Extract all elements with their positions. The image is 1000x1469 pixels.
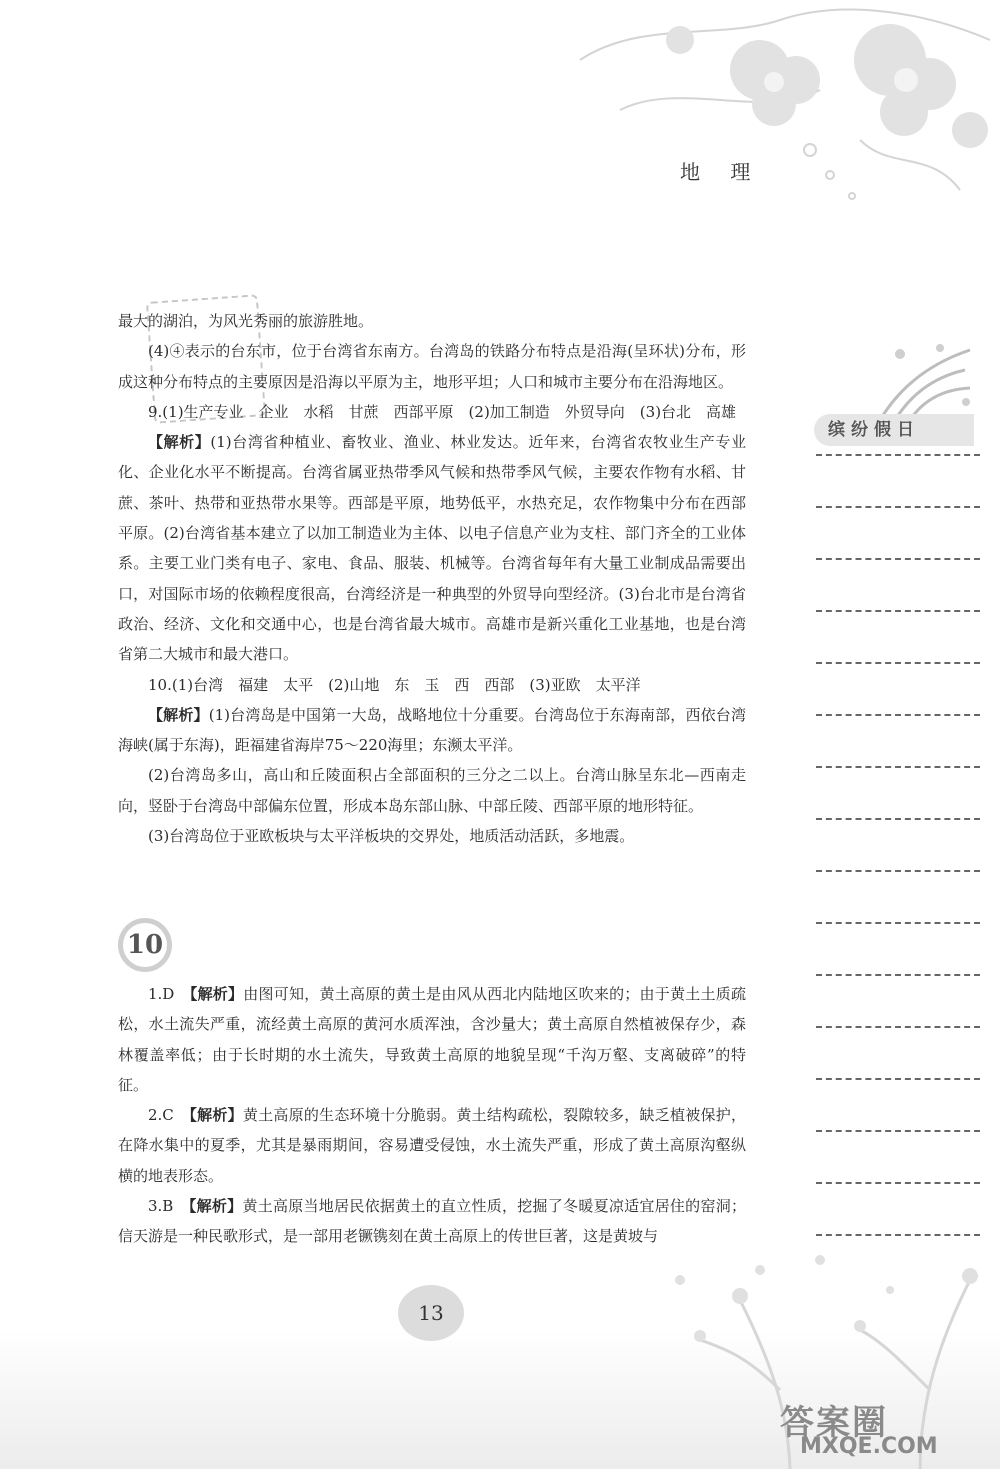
paragraph: 最大的湖泊，为风光秀丽的旅游胜地。	[118, 312, 374, 330]
note-line	[816, 1234, 980, 1236]
paragraph: (3)台湾岛位于亚欧板块与太平洋板块的交界处，地质活动活跃，多地震。	[148, 827, 635, 846]
note-line	[816, 870, 980, 872]
answer-text-section-10	[118, 979, 746, 1252]
subject-title: 地 理	[680, 160, 763, 184]
sidebar-title: 缤纷假日	[814, 414, 974, 446]
analysis-tag: 【解析】	[148, 705, 209, 724]
paragraph: 【解析】(1)台湾省种植业、畜牧业、渔业、林业发达。近年来，台湾省农牧业生产专业化、企业化水平不断提高。台湾省属亚热带季风气候和热带季风气候，主要农作物有水稻、甘蔗、茶叶、热带和亚热带水果等。西部是平原，地势低平，水热充足，农作物集中分布在西部平原。(2)台湾省基本建立了以加工制造业为主体、以电子信息产业为支柱、部门齐全的工业体系。主要工业门类有电子、家电、食品、服装、机械等。台湾省每年有大量工业制成品需要出口，对国际市场的依赖程度很高，台湾经济是一种典型的外贸导向型经济。(3)台北市是台湾省政治、经济、文化和交通中心，也是台湾省最大城市。高雄市是新兴重化工业基地，也是台湾省第二大城市和最大港口。	[118, 433, 746, 664]
note-line	[816, 1182, 980, 1184]
site-watermark-url: MXQE.COM	[800, 1434, 938, 1459]
paragraph: 3.B 【解析】黄土高原当地居民依据黄土的直立性质，挖掘了冬暖夏凉适宜居住的窑洞；信天游是一种民歌形式，是一部用老镢镌刻在黄土高原上的传世巨著，这是黄坡与	[118, 1197, 746, 1246]
note-line	[816, 454, 980, 456]
answer-text-section-9	[118, 306, 746, 851]
analysis-tag: 【解析】	[188, 1197, 243, 1216]
analysis-tag: 【解析】	[148, 433, 211, 452]
note-line	[816, 714, 980, 716]
paragraph: 1.D 【解析】由图可知，黄土高原的黄土是由风从西北内陆地区吹来的；由于黄土土质疏松，水土流失严重，流经黄土高原的黄河水质浑浊，含沙量大；黄土高原自然植被保存少，森林覆盖率低；由于长时期的水土流失，导致黄土高原的地貌呈现“千沟万壑、支离破碎”的特征。	[118, 985, 746, 1094]
paragraph: 9.(1)生产专业 企业 水稻 甘蔗 西部平原 (2)加工制造 外贸导向 (3)台北 高雄	[148, 402, 737, 421]
section-number-badge	[116, 916, 174, 974]
note-line	[816, 558, 980, 560]
note-line	[816, 922, 980, 924]
fireworks-icon	[870, 340, 980, 420]
floral-decoration	[560, 0, 1000, 230]
notes-sidebar	[810, 340, 980, 1140]
note-line	[816, 766, 980, 768]
page-number-badge	[396, 1282, 466, 1344]
site-watermark: 答案圈	[780, 1403, 888, 1443]
note-line	[816, 974, 980, 976]
section-number: 10	[126, 930, 164, 960]
analysis-tag: 【解析】	[189, 985, 244, 1003]
analysis-tag: 【解析】	[189, 1106, 243, 1125]
paragraph: (4)④表示的台东市，位于台湾省东南方。台湾岛的铁路分布特点是沿海(呈环状)分布，形成这种分布特点的主要原因是沿海以平原为主，地形平坦；人口和城市主要分布在沿海地区。	[118, 342, 746, 391]
paragraph: 2.C 【解析】黄土高原的生态环境十分脆弱。黄土结构疏松，裂隙较多，缺乏植被保护，在降水集中的夏季，尤其是暴雨期间，容易遭受侵蚀，水土流失严重，形成了黄土高原沟壑纵横的地表形态。	[118, 1106, 746, 1185]
note-line	[816, 506, 980, 508]
note-line	[816, 1130, 980, 1132]
note-line	[816, 1026, 980, 1028]
page-number: 13	[418, 1301, 444, 1325]
note-line	[816, 818, 980, 820]
paragraph: 【解析】(1)台湾岛是中国第一大岛，战略地位十分重要。台湾岛位于东海南部，西依台湾海峡(属于东海)，距福建省海岸75～220海里；东濒太平洋。	[118, 705, 746, 755]
paragraph: (2)台湾岛多山，高山和丘陵面积占全部面积的三分之二以上。台湾山脉呈东北—西南走向，竖卧于台湾岛中部偏东位置，形成本岛东部山脉、中部丘陵、西部平原的地形特征。	[118, 766, 746, 815]
note-line	[816, 662, 980, 664]
note-line	[816, 1078, 980, 1080]
paragraph: 10.(1)台湾 福建 太平 (2)山地 东 玉 西 西部 (3)亚欧 太平洋	[148, 675, 641, 694]
note-line	[816, 610, 980, 612]
